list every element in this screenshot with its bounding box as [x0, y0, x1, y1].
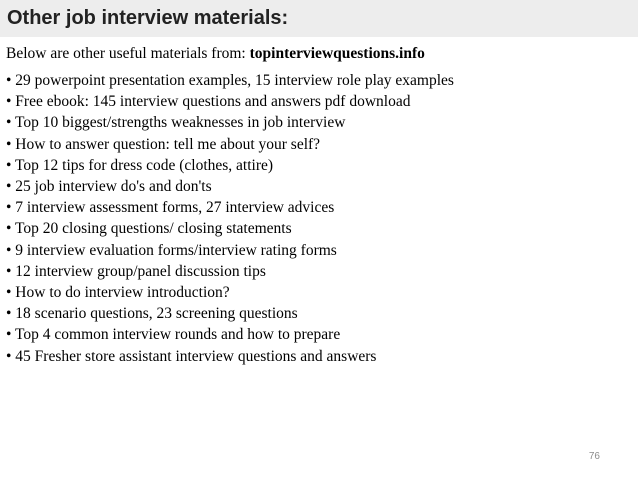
page-number: 76 [588, 451, 600, 462]
list-item: • 9 interview evaluation forms/interview rating forms [6, 241, 337, 259]
list-item: • 29 powerpoint presentation examples, 15 interview role play examples [6, 72, 454, 89]
intro-text: Below are other useful materials from: [6, 45, 250, 62]
list-item: • Top 12 tips for dress code (clothes, attire) [6, 156, 274, 174]
slide-title: Other job interview materials: [7, 7, 289, 29]
title-bar [0, 0, 638, 37]
list-item: • Top 10 biggest/strengths weaknesses in job interview [6, 114, 346, 132]
list-item: • How to do interview introduction? [6, 284, 230, 302]
list-item: • Top 4 common interview rounds and how to prepare [6, 326, 341, 344]
intro-line [6, 44, 425, 64]
list-item: • Free ebook: 145 interview questions and answers pdf download [6, 93, 411, 111]
list-item: • Top 20 closing questions/ closing statements [6, 220, 292, 238]
list-item: • 12 interview group/panel discussion tips [6, 262, 266, 280]
list-item: • 25 job interview do's and don'ts [6, 178, 212, 196]
list-item: • 18 scenario questions, 23 screening questions [6, 305, 298, 323]
intro-site-name: topinterviewquestions.info [249, 45, 425, 62]
list-item: • 45 Fresher store assistant interview questions and answers [6, 347, 377, 365]
list-item: • 7 interview assessment forms, 27 interview advices [6, 199, 335, 217]
materials-list [6, 70, 454, 367]
list-item: • How to answer question: tell me about your self? [6, 135, 321, 153]
